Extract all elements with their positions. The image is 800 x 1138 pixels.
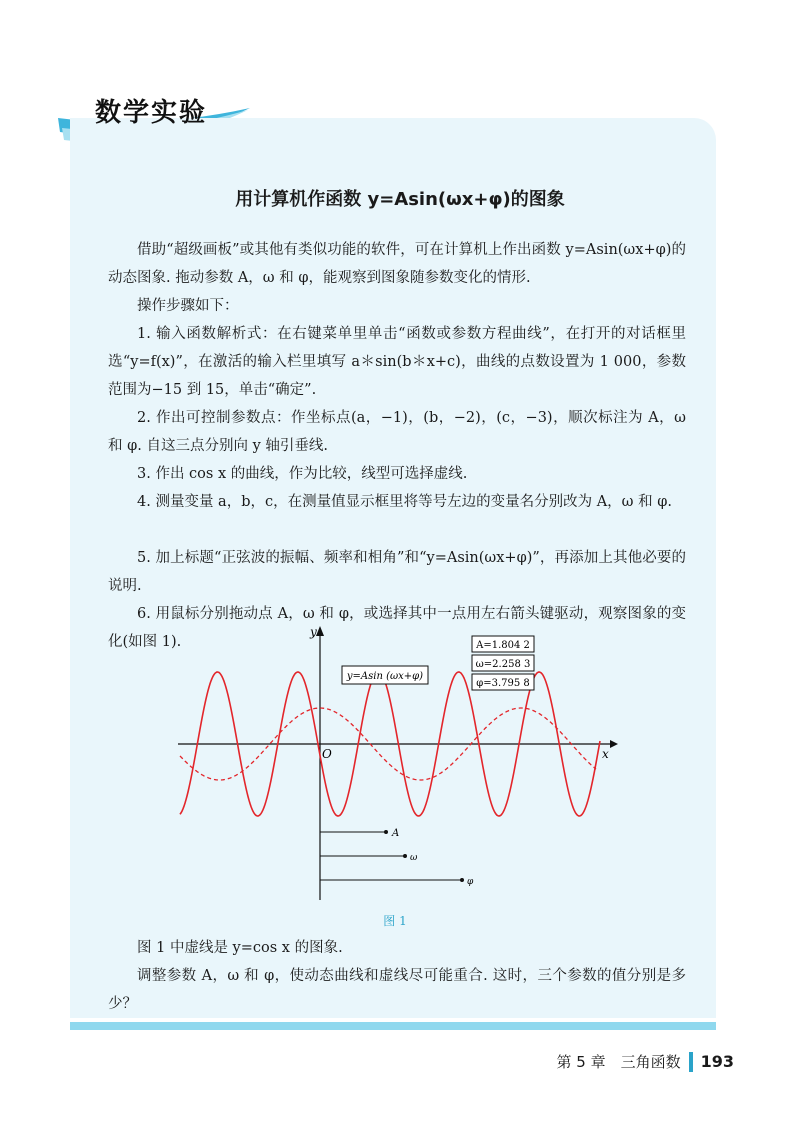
experiment-heading: 用计算机作函数 y=Asin(ωx+φ)的图象: [235, 189, 565, 210]
paragraph-step-6: 6. 用鼠标分别拖动点 A，ω 和 φ，或选择其中一点用左右箭头键驱动，观察图象的变化(如图 1).: [108, 606, 686, 650]
a-point-label: A: [392, 828, 400, 839]
figure-1-graph: [170, 622, 620, 902]
paragraph-question: 调整参数 A，ω 和 φ，使动态曲线和虚线尽可能重合. 这时，三个参数的值分别是多少？: [108, 968, 686, 1012]
y-axis-arrow-icon: [316, 626, 324, 636]
formula-label: y=Asin (ωx+φ): [346, 671, 424, 682]
omega-point-label: ω: [410, 853, 418, 863]
paragraph-steps-intro: 操作步骤如下：: [137, 298, 239, 314]
omega-control-point[interactable]: [403, 854, 407, 858]
section-banner-title: 数学实验: [95, 98, 208, 128]
origin-label: O: [322, 747, 332, 761]
paragraph-step-4: 4. 测量变量 a，b，c，在测量值显示框里将等号左边的变量名分别改为 A，ω 和 φ.: [137, 494, 672, 510]
bottom-rule: [70, 1022, 716, 1030]
x-axis-label: x: [602, 747, 609, 761]
chapter-label: 第 5 章 三角函数: [556, 1053, 681, 1071]
y-axis-label: y: [310, 625, 317, 639]
paragraph-step-3: 3. 作出 cos x 的曲线，作为比较，线型可选择虚线.: [137, 466, 468, 482]
footer-bar: [689, 1052, 693, 1072]
figure-caption: 图 1: [383, 914, 407, 928]
paragraph-step-1: 1. 输入函数解析式：在右键菜单里单击“函数或参数方程曲线”，在打开的对话框里选“y=f(x)”，在激活的输入栏里填写 a＊sin(b＊x+c)，曲线的点数设置为 1 000，参数范围为−15 到 15，单击“确定”.: [108, 326, 686, 398]
readout-omega: ω=2.258 3: [475, 659, 531, 670]
readout-a: A=1.804 2: [476, 640, 530, 651]
page-footer: [557, 1051, 735, 1072]
paragraph-step-5: 5. 加上标题“正弦波的振幅、频率和相角”和“y=Asin(ωx+φ)”，再添加上其他必要的说明.: [108, 550, 686, 594]
paragraph-step-2: 2. 作出可控制参数点：作坐标点(a，−1)，(b，−2)，(c，−3)，顺次标注为 A，ω 和 φ. 自这三点分别向 y 轴引垂线.: [108, 410, 686, 454]
x-axis-arrow-icon: [610, 740, 618, 748]
paragraph-figure-note: 图 1 中虚线是 y=cos x 的图象.: [137, 940, 343, 956]
readout-phi: φ=3.795 8: [476, 678, 530, 689]
phi-point-label: φ: [467, 877, 474, 887]
phi-control-point[interactable]: [460, 878, 464, 882]
paragraph-intro: 借助“超级画板”或其他有类似功能的软件，可在计算机上作出函数 y=Asin(ωx+φ)的动态图象. 拖动参数 A，ω 和 φ，能观察到图象随参数变化的情形.: [108, 242, 686, 286]
page-number: 193: [700, 1052, 734, 1071]
a-control-point[interactable]: [384, 830, 388, 834]
